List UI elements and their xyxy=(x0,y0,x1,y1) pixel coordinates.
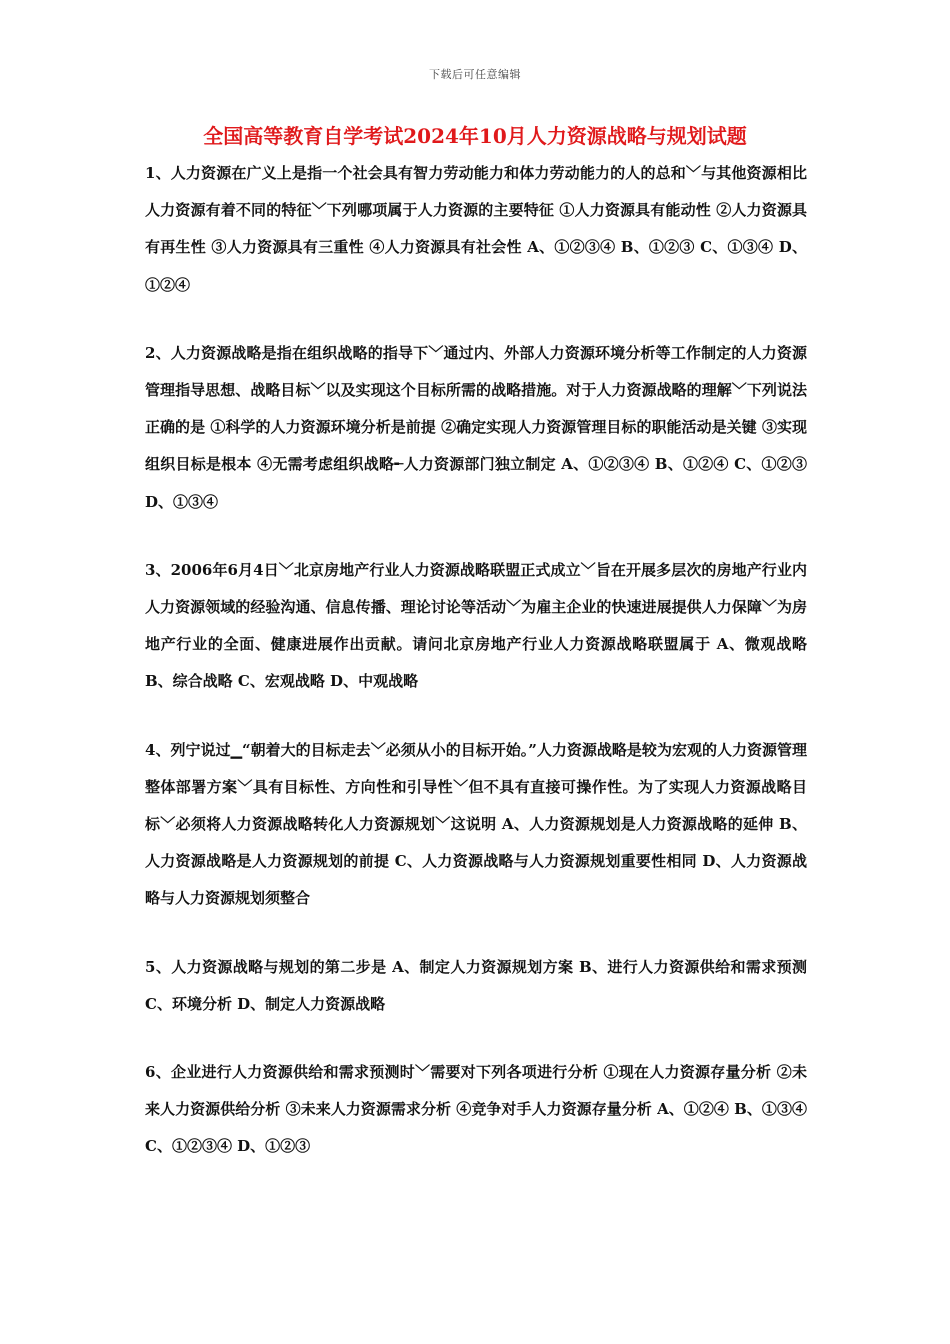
question-6: 6、企业进行人力资源供给和需求预测时﹀需要对下列各项进行分析 ①现在人力资源存量分析 ②未来人力资源供给分析 ③未来人力资源需求分析 ④竞争对手人力资源存量分析 A、①②④ B、①③④ C、①②③④ D、①②③ xyxy=(145,1063,807,1156)
question-4: 4、列宁说过▁“朝着大的目标走去﹀必须从小的目标开始。”人力资源战略是较为宏观的人力资源管理整体部署方案﹀具有目标性、方向性和引导性﹀但不具有直接可操作性。为了实现人力资源战略目标﹀必须将人力资源战略转化人力资源规划﹀这说明 A、人力资源规划是人力资源战略的延伸 B、人力资源战略是人力资源规划的前提 C、人力资源战略与人力资源规划重要性相同 D、人力资源战略与人力资源规划须整合 xyxy=(145,740,807,908)
question-list xyxy=(145,155,807,1197)
question-5: 5、人力资源战略与规划的第二步是 A、制定人力资源规划方案 B、进行人力资源供给和需求预测 C、环境分析 D、制定人力资源战略 xyxy=(145,957,807,1013)
question-2: 2、人力资源战略是指在组织战略的指导下﹀通过内、外部人力资源环境分析等工作制定的人力资源管理指导思想、战略目标﹀以及实现这个目标所需的战略措施。对于人力资源战略的理解﹀下列说法正确的是 ①科学的人力资源环境分析是前提 ②确定实现人力资源管理目标的职能活动是关键 ③实现组织目标是根本 ④无需考虑组织战略╾人力资源部门独立制定 A、①②③④ B、①②④ C、①②③ D、①③④ xyxy=(145,343,807,511)
question-1: 1、人力资源在广义上是指一个社会具有智力劳动能力和体力劳动能力的人的总和﹀与其他资源相比人力资源有着不同的特征﹀下列哪项属于人力资源的主要特征 ①人力资源具有能动性 ②人力资源具有再生性 ③人力资源具有三重性 ④人力资源具有社会性 A、①②③④ B、①②③ C、①③④ D、①②④ xyxy=(145,164,807,294)
document-title: 全国高等教育自学考试2024年10月人力资源战略与规划试题 xyxy=(203,124,747,148)
question-3: 3、2006年6月4日﹀北京房地产行业人力资源战略联盟正式成立﹀旨在开展多层次的房地产行业内人力资源领域的经验沟通、信息传播、理论讨论等活动﹀为雇主企业的快速进展提供人力保障﹀为房地产行业的全面、健康进展作出贡献。请问北京房地产行业人力资源战略联盟属于 A、微观战略 B、综合战略 C、宏观战略 D、中观战略 xyxy=(145,560,807,691)
header-note: 下载后可任意编辑 xyxy=(429,68,521,81)
